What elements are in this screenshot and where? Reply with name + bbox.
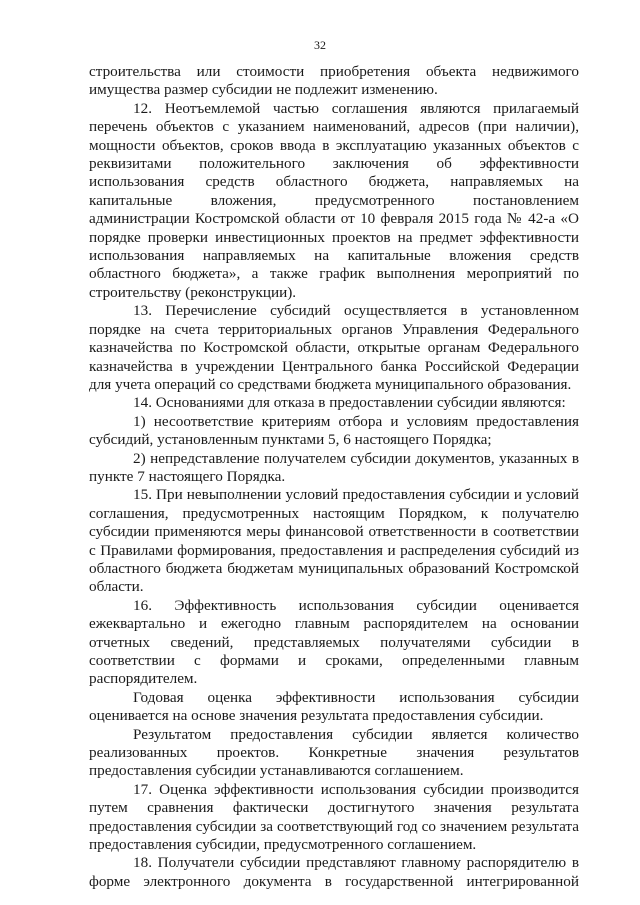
document-body [89, 63, 579, 891]
paragraph-14-item-2: 2) непредставление получателем субсидии документов, указанных в пункте 7 настоящего Порядка. [89, 449, 579, 485]
paragraph-12: 12. Неотъемлемой частью соглашения являются прилагаемый перечень объектов с указанием наименований, адресов (при наличии), мощности объектов, сроков ввода в эксплуатацию указанных объектов с реквизитами положительного заключения об эффективности использования средств областного бюджета, направляемых на капитальные вложения, предусмотренного постановлением администрации Костромской области от 10 февраля 2015 года № 42-а «О порядке проверки инвестиционных проектов на предмет эффективности использования направляемых на капитальные вложения средств областного бюджета», а также график выполнения мероприятий по строительству (реконструкции). [89, 99, 579, 301]
paragraph-14-item-1: 1) несоответствие критериям отбора и условиям предоставления субсидий, установленным пунктами 5, 6 настоящего Порядка; [89, 412, 579, 449]
paragraph-16-result: Результатом предоставления субсидии является количество реализованных проектов. Конкретные значения результатов предоставления субсидии устанавливаются соглашением. [89, 725, 579, 780]
paragraph-16-annual: Годовая оценка эффективности использования субсидии оценивается на основе значения результата предоставления субсидии. [89, 688, 579, 725]
paragraph-13: 13. Перечисление субсидий осуществляется в установленном порядке на счета территориальных органов Управления Федерального казначейства по Костромской области, открытые органам Федерального казначейства в учреждении Центрального банка Российской Федерации для учета операций со средствами бюджета муниципального образования. [89, 302, 579, 393]
paragraph-continuation: строительства или стоимости приобретения объекта недвижимого имущества размер субсидии не подлежит изменению. [89, 63, 579, 99]
paragraph-18: 18. Получатели субсидии представляют главному распорядителю в форме электронного документа в государственной интегрированной [89, 854, 579, 890]
paragraph-17: 17. Оценка эффективности использования субсидии производится путем сравнения фактически достигнутого значения результата предоставления субсидии за соответствующий год со значением результата предоставления субсидии, предусмотренного соглашением. [89, 780, 579, 854]
paragraph-15: 15. При невыполнении условий предоставления субсидии и условий соглашения, предусмотренных настоящим Порядком, к получателю субсидии применяются меры финансовой ответственности в соответствии с Правилами формирования, предоставления и распределения субсидий из областного бюджета бюджетам муниципальных образований Костромской области. [89, 486, 579, 596]
page-number: 32 [314, 38, 326, 52]
paragraph-16: 16. Эффективность использования субсидии оценивается ежеквартально и ежегодно главным распорядителем на основании отчетных сведений, представляемых получателями субсидии в соответствии с формами и сроками, определенными главным распорядителем. [89, 596, 579, 688]
paragraph-14: 14. Основаниями для отказа в предоставлении субсидии являются: [133, 394, 566, 412]
